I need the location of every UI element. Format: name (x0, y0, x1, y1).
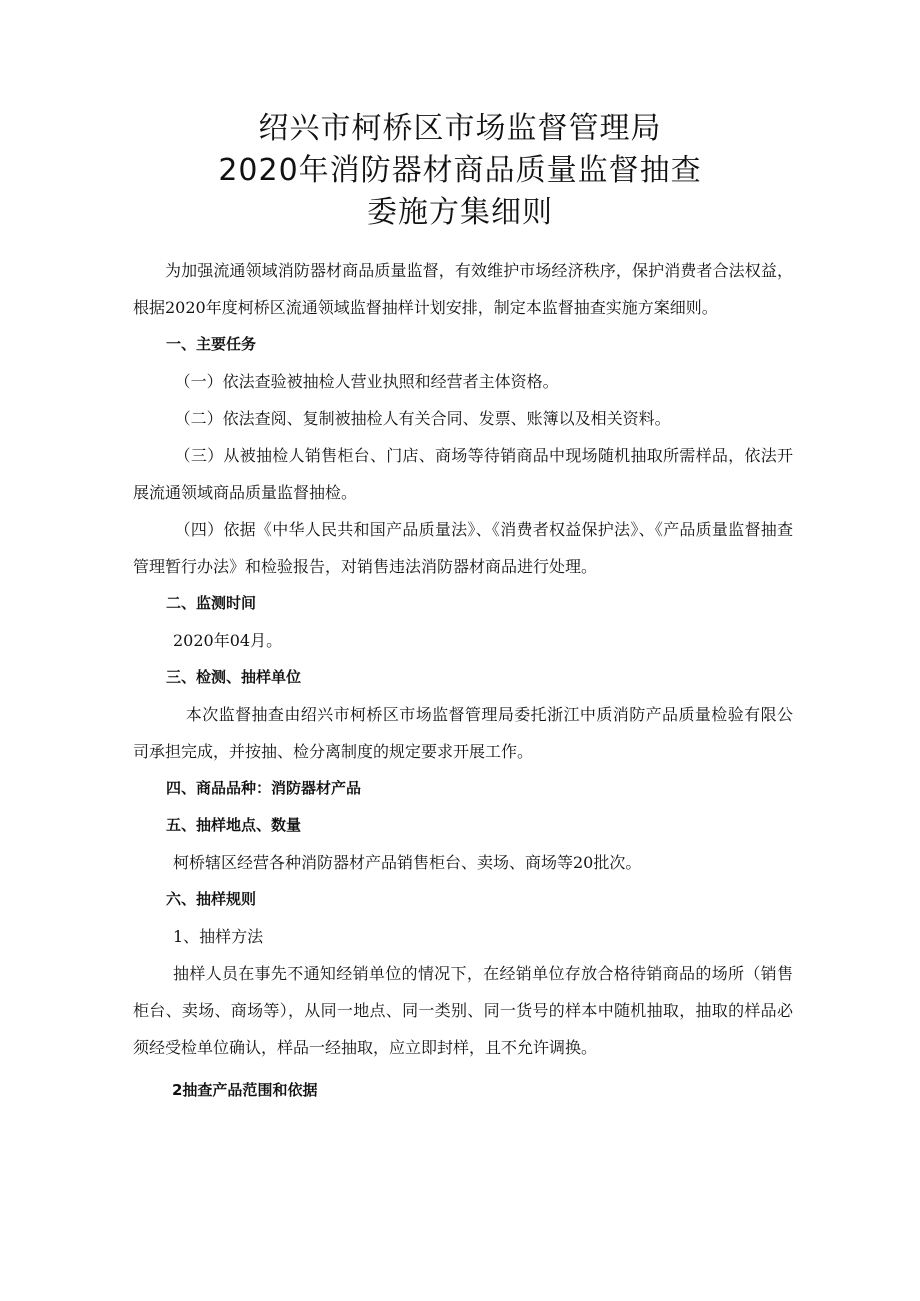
document-body (133, 252, 793, 1109)
title-line-2: 2020年消防器材商品质量监督抽查 (218, 153, 702, 188)
task-item-4: （四）依据《中华人民共和国产品质量法》、《消费者权益保护法》、《产品质量监督抽查管理暂行办法》和检验报告，对销售违法消防器材商品进行处理。 (133, 520, 793, 576)
section-heading-product-type: 四、商品品种：消防器材产品 (166, 779, 362, 797)
section-heading-monitoring-time: 二、监测时间 (166, 594, 257, 612)
sampling-location-text: 柯桥辖区经营各种消防器材产品销售柜台、卖场、商场等20批次。 (173, 853, 642, 872)
task-item-3: （三）从被抽检人销售柜台、门店、商场等待销商品中现场随机抽取所需样品，依法开展流通领域商品质量监督抽检。 (133, 446, 793, 502)
task-item-1: （一）依法查验被抽检人营业执照和经营者主体资格。 (174, 372, 559, 391)
title-line-3: 委施方集细则 (367, 195, 553, 230)
scope-and-basis-heading: 2抽查产品范围和依据 (172, 1081, 318, 1099)
section-heading-testing-unit: 三、检测、抽样单位 (166, 668, 302, 686)
monitoring-time-text: 2020年04月。 (173, 631, 283, 650)
title-line-1: 绍兴市柯桥区市场监督管理局 (258, 111, 662, 146)
sampling-method-text: 抽样人员在事先不通知经销单位的情况下，在经销单位存放合格待销商品的场所（销售柜台、卖场、商场等），从同一地点、同一类别、同一货号的样本中随机抽取，抽取的样品必须经受检单位确认，样品一经抽取，应立即封样，且不允许调换。 (133, 964, 793, 1057)
section-heading-sampling-location: 五、抽样地点、数量 (166, 816, 302, 834)
section-heading-main-tasks: 一、主要任务 (166, 335, 257, 353)
sampling-method-title: 1、抽样方法 (173, 927, 264, 946)
document-title (130, 108, 790, 234)
section-heading-sampling-rules: 六、抽样规则 (166, 890, 257, 908)
task-item-2: （二）依法查阅、复制被抽检人有关合同、发票、账簿以及相关资料。 (174, 409, 671, 428)
testing-unit-text: 本次监督抽查由绍兴市柯桥区市场监督管理局委托浙江中质消防产品质量检验有限公司承担完成，并按抽、检分离制度的规定要求开展工作。 (133, 705, 793, 761)
intro-paragraph: 为加强流通领域消防器材商品质量监督，有效维护市场经济秩序，保护消费者合法权益，根据2020年度柯桥区流通领域监督抽样计划安排，制定本监督抽查实施方案细则。 (133, 261, 793, 317)
